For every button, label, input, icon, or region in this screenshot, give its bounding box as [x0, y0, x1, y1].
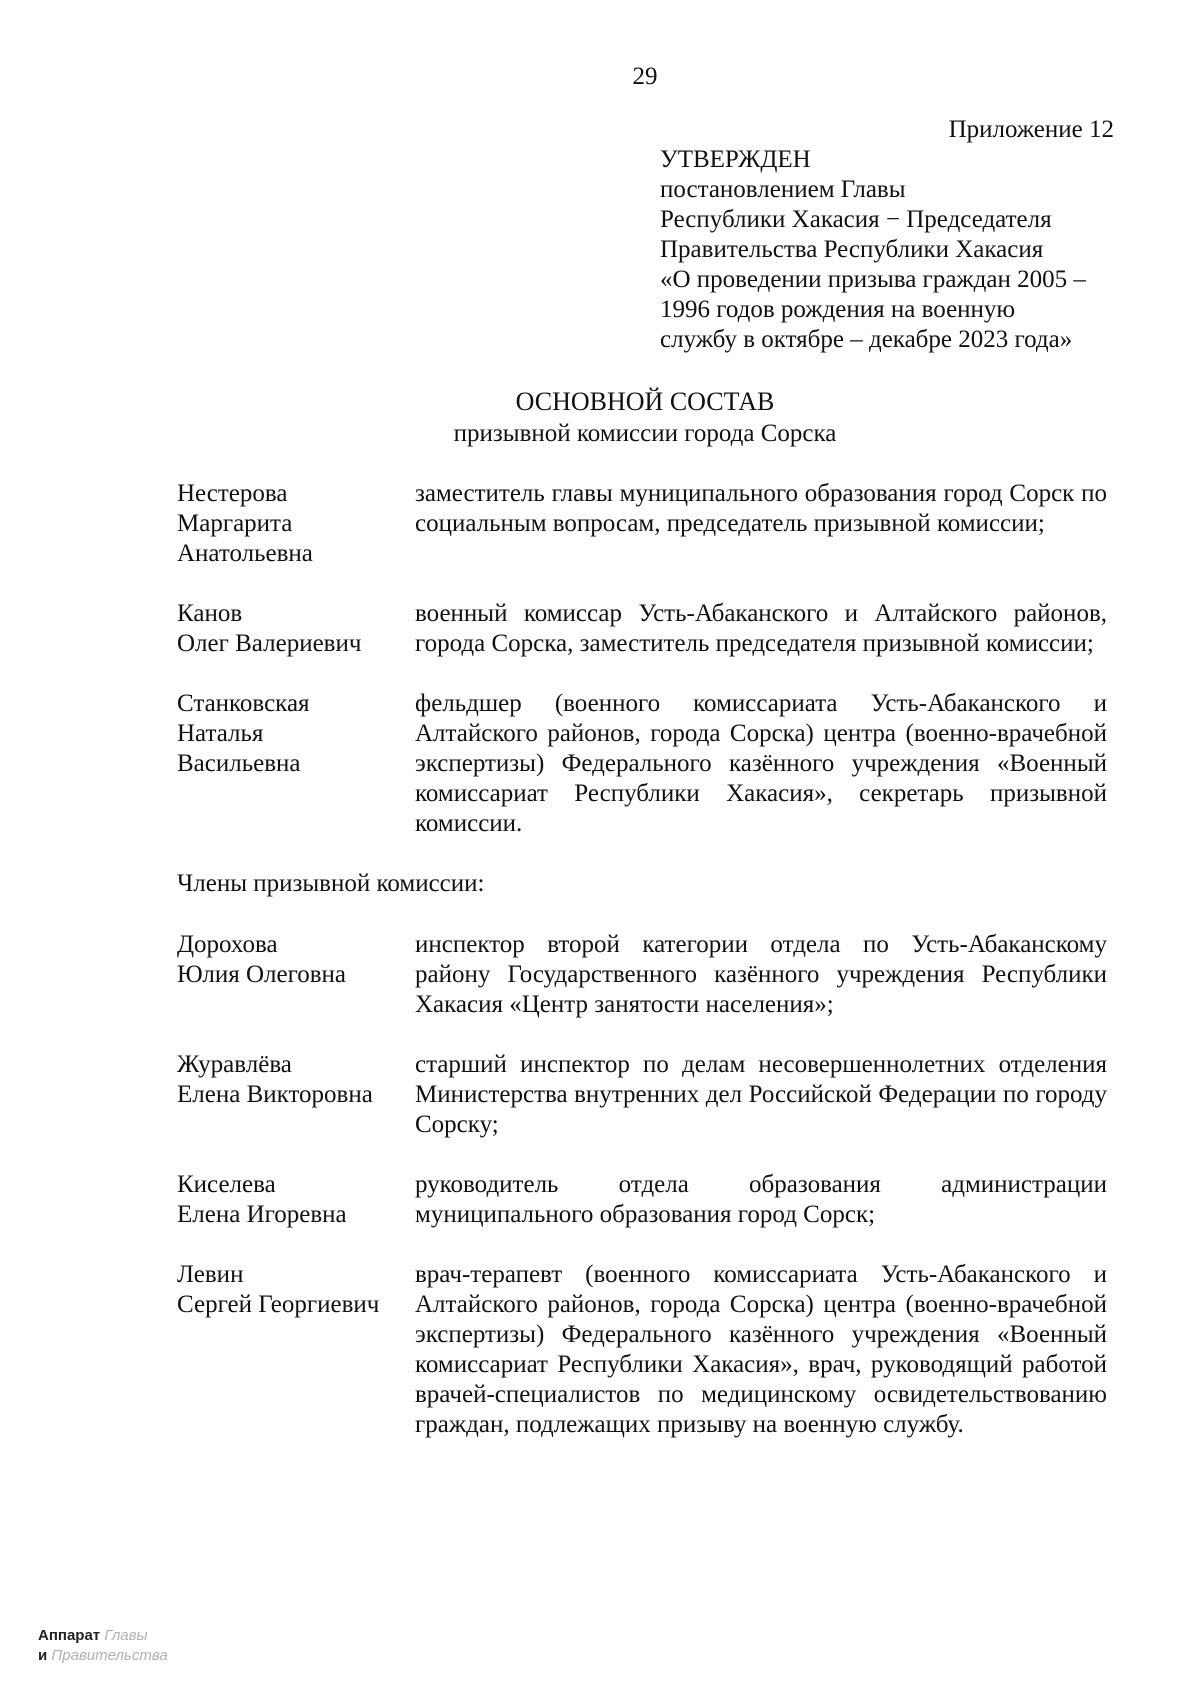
- person-name: [177, 1170, 415, 1230]
- approval-line: Правительства Республики Хакасия: [660, 236, 1044, 263]
- stamp-line: [38, 1646, 168, 1666]
- person-name: [177, 930, 415, 990]
- page-number: 29: [632, 63, 658, 90]
- name-line: Елена Викторовна: [177, 1081, 373, 1108]
- document-title-block: [0, 387, 1200, 449]
- document-title: ОСНОВНОЙ СОСТАВ: [515, 387, 775, 416]
- approval-line: Республики Хакасия − Председателя: [660, 206, 1052, 233]
- name-line: Канов: [177, 600, 243, 627]
- commission-entry: [177, 1260, 1107, 1440]
- person-name: [177, 1260, 415, 1320]
- commission-entry: [177, 1170, 1107, 1230]
- person-name: [177, 479, 415, 569]
- approval-line: постановлением Главы: [660, 176, 906, 203]
- commission-entry: [177, 1050, 1107, 1140]
- approval-line: службу в октябре – декабре 2023 года»: [660, 326, 1073, 353]
- approval-line: 1996 годов рождения на военную: [660, 296, 1016, 323]
- name-line: Васильевна: [177, 750, 301, 777]
- person-position: руководитель отдела образования администрации муниципального образования город Сорск;: [415, 1171, 1107, 1228]
- name-line: Киселева: [177, 1171, 276, 1198]
- stamp-faded-text: Правительства: [51, 1647, 168, 1664]
- footer-stamp: [38, 1626, 168, 1666]
- name-line: Журавлёва: [177, 1051, 292, 1078]
- stamp-bold-text: Аппарат: [38, 1627, 101, 1644]
- person-name: [177, 689, 415, 779]
- name-line: Левин: [177, 1261, 244, 1288]
- name-line: Станковская: [177, 690, 310, 717]
- commission-entry: [177, 479, 1107, 569]
- commission-entry: [177, 599, 1107, 659]
- name-line: Елена Игоревна: [177, 1201, 347, 1228]
- person-name: [177, 599, 415, 659]
- document-subtitle: призывной комиссии города Сорска: [453, 420, 837, 447]
- person-position: врач-терапевт (военного комиссариата Усть-Абаканского и Алтайского районов, города Сорска) центра (военно-врачебной экспертизы) Федерального казённого учреждения «Военный комиссариат Республики Хакасия», врач, руководящий работой врачей-специалистов по медицинскому освидетельствованию граждан, подлежащих призыву на военную службу.: [415, 1261, 1107, 1438]
- person-position: военный комиссар Усть-Абаканского и Алтайского районов, города Сорска, заместитель председателя призывной комиссии;: [415, 600, 1107, 657]
- person-position: старший инспектор по делам несовершеннолетних отделения Министерства внутренних дел Российской Федерации по городу Сорску;: [415, 1051, 1107, 1138]
- approval-block: [660, 145, 1120, 355]
- person-position: фельдшер (военного комиссариата Усть-Абаканского и Алтайского районов, города Сорска) центра (военно-врачебной экспертизы) Федерального казённого учреждения «Военный комиссариат Республики Хакасия», секретарь призывной комиссии.: [415, 690, 1107, 837]
- name-line: Олег Валериевич: [177, 630, 362, 657]
- name-line: Наталья: [177, 720, 264, 747]
- members-label: Члены призывной комиссии:: [177, 870, 485, 897]
- commission-entry: [177, 930, 1107, 1020]
- name-line: Дорохова: [177, 931, 278, 958]
- person-name: [177, 1050, 415, 1110]
- name-line: Анатольевна: [177, 540, 313, 567]
- stamp-bold-text: и: [38, 1647, 48, 1664]
- person-position: инспектор второй категории отдела по Усть-Абаканскому району Государственного казённого учреждения Республики Хакасия «Центр занятости населения»;: [415, 931, 1107, 1018]
- name-line: Юлия Олеговна: [177, 961, 347, 988]
- stamp-line: [38, 1626, 168, 1646]
- commission-entry: [177, 689, 1107, 839]
- stamp-faded-text: Главы: [104, 1627, 148, 1644]
- name-line: Сергей Георгиевич: [177, 1291, 380, 1318]
- commission-list: [177, 479, 1107, 1470]
- appendix-label: Приложение 12: [948, 116, 1114, 143]
- person-position: заместитель главы муниципального образования город Сорск по социальным вопросам, председатель призывной комиссии;: [415, 480, 1107, 537]
- name-line: Нестерова: [177, 480, 288, 507]
- name-line: Маргарита: [177, 510, 293, 537]
- approval-line: «О проведении призыва граждан 2005 –: [660, 266, 1086, 293]
- approval-line: УТВЕРЖДЕН: [660, 146, 811, 173]
